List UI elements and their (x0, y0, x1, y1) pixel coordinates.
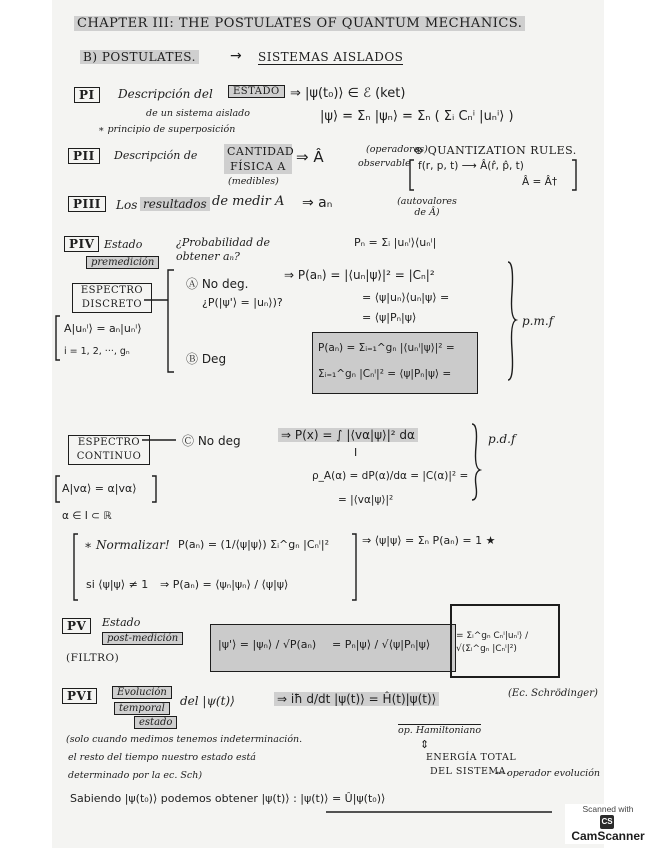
state-time-text: del |ψ(t)⟩ (180, 694, 235, 708)
postmeasure-state-label: Estado (102, 616, 141, 629)
pmf-label: p.m.f (522, 314, 554, 328)
postulate-3-formula: ⇒ aₙ (302, 195, 333, 211)
hamiltonian-note: op. Hamiltoniano (398, 725, 482, 736)
discrete-eigen-equation: A|uₙⁱ⟩ = aₙ|uₙⁱ⟩ (64, 322, 142, 335)
postulate-3-text-a: Los (116, 198, 138, 212)
non-degenerate-line-3: = ⟨ψ|Pₙ|ψ⟩ (362, 311, 417, 324)
postulate-3-text-b: de medir A (212, 194, 285, 209)
postulate-1-text: Descripción del (118, 87, 213, 101)
indeterminacy-note-3: determinado por la ec. Sch) (68, 770, 203, 781)
postulate-2-text: Descripción de (114, 149, 198, 162)
degenerate-case: Ⓑ Deg (186, 352, 227, 366)
non-degenerate-line-2: = ⟨ψ|uₙ⟩⟨uₙ|ψ⟩ = (362, 291, 450, 304)
discrete-eigen-bracket (56, 316, 60, 360)
state-label-vi: estado (134, 716, 177, 729)
indeterminacy-note-2: el resto del tiempo nuestro estado está (68, 752, 256, 763)
normalization-bracket (74, 534, 356, 600)
camscanner-watermark (565, 804, 651, 844)
filter-label: (FILTRO) (66, 652, 120, 664)
section-arrow: → (230, 48, 242, 64)
scanned-with-label: Scanned with (582, 804, 634, 814)
total-energy-label: ENERGÍA TOTAL (426, 752, 517, 763)
pmf-brace (508, 262, 516, 380)
probability-density: ρ_A(α) = dP(α)/dα = |C(α)|² = (312, 470, 469, 482)
discrete-cases-brace (168, 270, 174, 372)
quantization-rules-bracket (410, 160, 576, 190)
eigenvalues-note: (autovalores de Â) (397, 196, 457, 218)
pdf-brace (472, 424, 480, 500)
camscanner-logo-icon: CS (600, 815, 614, 829)
discrete-spectrum-label: ESPECTRO DISCRETO (72, 283, 152, 313)
degenerate-formula-line-2: Σᵢ₌₁^gₙ |Cₙⁱ|² = ⟨ψ|Pₙ|ψ⟩ = (318, 368, 452, 380)
equivalence-arrow: ⇕ (420, 738, 430, 751)
collapse-formula-3: = Σᵢ^gₙ Cₙⁱ|uₙⁱ⟩ / √(Σᵢ^gₙ |Cₙⁱ|²) (456, 631, 529, 654)
integration-domain: I (354, 446, 358, 459)
normalized-probability-formula: P(aₙ) = (1/⟨ψ|ψ⟩) Σᵢ^gₙ |Cₙⁱ|² (178, 538, 329, 551)
observable-note: observable (358, 158, 411, 169)
temporal-label: temporal (114, 702, 170, 715)
discrete-eigen-index: i = 1, 2, ···, gₙ (64, 346, 130, 357)
measurable-note: (medibles) (228, 176, 279, 187)
non-degenerate-formula: ⇒ P(aₙ) = |⟨uₙ|ψ⟩|² = |Cₙ|² (284, 268, 435, 282)
operators-note: (operadores) (366, 144, 428, 155)
camscanner-brand-text: CamScanner (571, 828, 645, 843)
isolated-systems-label: SISTEMAS AISLADOS (258, 50, 404, 64)
quantization-rule-1: f(r, p, t) ⟶ Â(r̂, p̂, t) (418, 160, 524, 172)
degenerate-formula-line-1: P(aₙ) = Σᵢ₌₁^gₙ |⟨uₙⁱ|ψ⟩|² = (318, 342, 455, 354)
non-normalized-probability: ⇒ P(aₙ) = ⟨ψₙ|ψₙ⟩ / ⟨ψ|ψ⟩ (160, 578, 289, 591)
quantization-rule-2: Â = Â† (522, 176, 558, 188)
postmeasure-label: post-medición (102, 632, 183, 645)
state-label: ESTADO (228, 85, 285, 98)
continuous-eigen-index: α ∈ I ⊂ ℝ (62, 510, 112, 522)
collapse-formula-2: = Pₙ|ψ⟩ / √⟨ψ|Pₙ|ψ⟩ (332, 638, 431, 651)
physical-quantity-label: CANTIDAD FÍSICA A (224, 144, 292, 174)
evolution-label: Evolución (112, 686, 172, 699)
schrodinger-equation: ⇒ iħ d/dt |ψ(t)⟩ = Ĥ(t)|ψ(t)⟩ (274, 692, 439, 706)
postulate-4-label: PIV (64, 236, 99, 252)
superposition-note: ∗ principio de superposición (98, 124, 236, 135)
postulate-3-label: PIII (68, 196, 106, 212)
premeasure-label: premedición (86, 256, 159, 269)
projector-definition: Pₙ = Σᵢ |uₙⁱ⟩⟨uₙⁱ| (354, 236, 437, 249)
pdf-label: p.d.f (488, 432, 516, 446)
superposition-expansion: |ψ⟩ = Σₙ |ψₙ⟩ = Σₙ ( Σᵢ Cₙⁱ |uₙⁱ⟩ ) (320, 109, 514, 124)
system-label: DEL SISTEMA. (430, 766, 510, 777)
non-degenerate-case: Ⓐ No deg. (186, 277, 249, 291)
handwritten-strokes (52, 0, 604, 848)
normalization-result: ⇒ ⟨ψ|ψ⟩ = Σₙ P(aₙ) = 1 ★ (362, 534, 496, 547)
continuous-spectrum-label: ESPECTRO CONTINUO (68, 435, 150, 465)
normalize-note: ∗ Normalizar! (84, 538, 170, 552)
results-label: resultados (140, 197, 210, 211)
indeterminacy-note-1: (solo cuando medimos tenemos indeterminación. (66, 734, 303, 745)
postulate-2-formula: ⇒ Â (296, 148, 324, 166)
evolution-operator-note: ← operador evolución (496, 768, 601, 779)
continuous-eigen-equation: A|vα⟩ = α|vα⟩ (62, 482, 137, 495)
section-title: B) POSTULATES. (80, 50, 199, 64)
chapter-title: CHAPTER III: THE POSTULATES OF QUANTUM MECHANICS. (74, 16, 525, 31)
time-evolution-statement: Sabiendo |ψ(t₀)⟩ podemos obtener |ψ(t)⟩ : |ψ(t)⟩ = Û|ψ(t₀)⟩ (70, 792, 386, 805)
scanned-page (52, 0, 604, 848)
collapse-formula-1: |ψ'⟩ = |ψₙ⟩ / √P(aₙ) (218, 638, 317, 651)
schrodinger-label: (Ec. Schrödinger) (508, 688, 598, 699)
quantization-rules-title: ⊛ QUANTIZATION RULES. (414, 144, 577, 157)
non-normalized-condition: si ⟨ψ|ψ⟩ ≠ 1 (86, 578, 149, 591)
postulate-2-label: PII (68, 148, 100, 164)
postulate-1-formula: ⇒ |ψ(t₀)⟩ ∈ ℰ (ket) (290, 86, 406, 101)
isolated-system-note: de un sistema aislado (146, 108, 250, 119)
probability-density-line-2: = |⟨vα|ψ⟩|² (338, 494, 394, 506)
postulate-6-label: PVI (62, 688, 97, 704)
postulate-1-label: PI (74, 87, 100, 103)
postulate-5-label: PV (62, 618, 91, 634)
continuous-non-degenerate-case: Ⓒ No deg (182, 434, 241, 448)
premeasure-state-label: Estado (104, 238, 143, 251)
continuous-probability-formula: ⇒ P(x) = ∫ |⟨vα|ψ⟩|² dα (278, 428, 418, 442)
continuous-eigen-bracket (56, 476, 156, 502)
non-degenerate-question: ¿P(|ψ'⟩ = |uₙ⟩)? (202, 296, 283, 309)
probability-question: ¿Probabilidad de obtener aₙ? (176, 236, 271, 263)
camscanner-brand (565, 814, 651, 843)
